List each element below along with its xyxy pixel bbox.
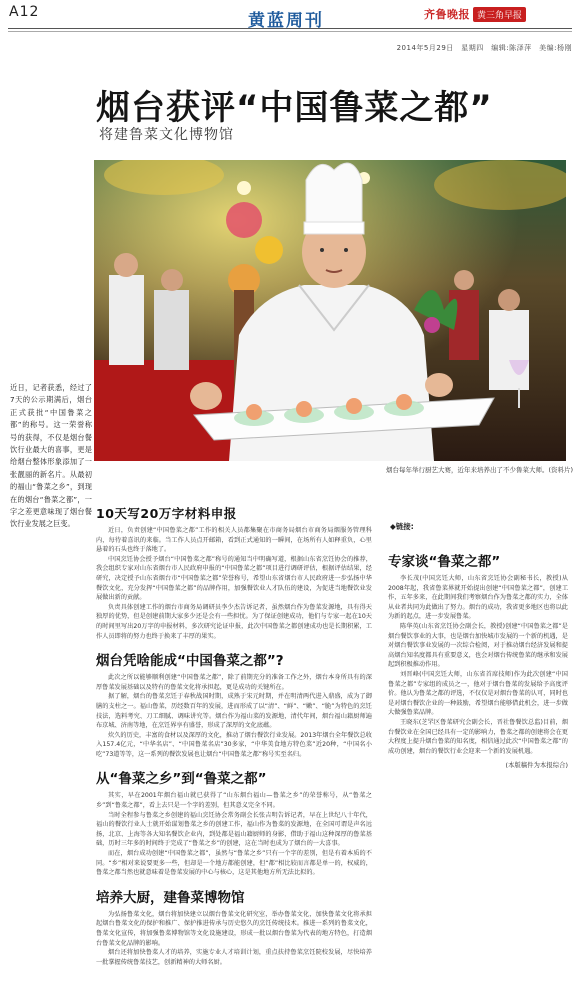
paragraph: 据了解，烟台的鲁菜烹饪于春秋战国时期，成熟于宋元时期，并在明清两代进入鼎盛，成为了御膳的支柱之一。福山鲁菜，历经数百年的发展，进而形成了以“清”、“鲜”、“嫩”、“脆”为特色的烹饪技法，选料考究、刀工细腻、调味讲究等。烟台作为福山菜的发源地，清代年间，烟台福山籍厨师遍布京城、济南等地，在烹饪界享有盛誉，形成了深厚的文化底蕴。 [96, 693, 372, 730]
paragraph: 其实，早在2001年烟台福山就已获得了“山东烟台福山—鲁菜之乡”的荣誉称号，从“鲁菜之乡”到“鲁菜之都”，看上去只是一个字的差别，但其意义完全不同。 [96, 792, 372, 810]
paragraph: 李长茂(中国烹饪大师，山东省烹饪协会副秘书长，教授)从2008年起，我省鲁菜界就开始提出创建“中国鲁菜之都”，创建工作，五年多来，在此期间我们考察烟台作为鲁菜之都的实力，全体从业者共同为此做出了努力。烟台的成功，我省更多地区也将以此为新的起点，进一步发展鲁菜。 [388, 575, 568, 621]
sidebar-article [388, 542, 568, 769]
source-note: (本版稿件为本报综合) [505, 761, 568, 770]
paragraph: 刘晋峰(中国烹饪大师，山东省首席技师)作为此次创建“中国鲁菜之都”专家组的成员之一，他对于烟台鲁菜的发展给予高度评价。他认为鲁菜之都的评选，不仅仅是对烟台鲁菜的认可，同时也是对烟台餐饮企业的一种鼓励，希望烟台能够借此机会，进一步做大做强鲁菜品牌。 [388, 670, 568, 717]
section-heading: 从“鲁菜之乡”到“鲁菜之都” [96, 771, 267, 788]
paragraph: 王晓东(芝罘区鲁菜研究会副会长，晋社鲁餐饮总监)目前，烟台餐饮业在全国已经具有一定的影响力，鲁菜之都的创建将会在更大程度上提升烟台鲁菜的知名度，相信通过此次“中国鲁菜之都”的成功创建，烟台的餐饮行业会迎来一个新的发展机遇。 [388, 718, 568, 755]
sidebar-title: 专家谈“鲁菜之都” [388, 554, 501, 570]
header-divider [8, 28, 572, 29]
page-number: A12 [9, 4, 40, 20]
header-divider-secondary [8, 31, 572, 32]
section-heading: 10天写20万字材料申报 [96, 506, 237, 521]
section-title: 黄蓝周刊 [248, 11, 324, 31]
photo-caption: 烟台每年举行厨艺大赛，近年来培养出了不少鲁菜大师。(资料片) [386, 466, 574, 474]
headline: 烟台获评“中国鲁菜之都” [96, 88, 493, 128]
logo-tag-text: 黄三角早报 [473, 7, 526, 22]
paragraph: 烟台还将加快鲁菜人才的培养，实施专业人才培训计划，重点扶持鲁菜烹饪院校发展，尽快培养一批掌握传统鲁菜技艺，创新精神的大师名厨。 [96, 949, 372, 966]
newspaper-logo [424, 6, 526, 22]
paragraph: 陈华英(山东省烹饪协会副会长，教授)创建“中国鲁菜之都”是烟台餐饮事业的大事，也是烟台加快城市发展的一个新的机遇，是对烟台餐饮事业发展的一次综合检阅，对于推动烟台经济发展和提高烟台知名度都具有重要意义，也会对烟台传统鲁菜的继承和发展起到积极推动作用。 [388, 622, 568, 669]
paragraph: 中国烹饪协会授予烟台“中国鲁菜之都”称号的通知当中明确写道，根据山东省烹饪协会的推荐，我会组织专家对山东省烟台市人民政府申报的“中国鲁菜之都”项目进行调研评估，根据评估结果，经研究，决定授予山东省烟台市“中国鲁菜之都”荣誉称号，希望山东省烟台市人民政府进一步弘扬中华餐饮文化，充分发挥“中国鲁菜之都”的品牌作用，加强餐饮业人才队伍的建设，为促进当地餐饮业发展做出新的贡献。 [96, 555, 372, 602]
paragraph: 而在，烟台成功创建“中国鲁菜之都”，虽然与“鲁菜之乡”只有一个字的差别，但是有着本质的不同。“乡”相对来说要更多一些，但却是一个地方都能创建，但“都”相比较而言都是单一的，权威的，鲁菜之都当然也就意味着是鲁菜发展的中心与核心，这是其他地方所无法比拟的。 [96, 850, 372, 877]
paragraph: 炊久的历史，丰富的食材以及深厚的文化，推动了烟台餐饮行业发展。2013年烟台全年餐饮总收入157.4亿元，“中华名店”、“中国鲁菜名店”30多家，“中华美食地方特色菜”近20种，“中国名小吃”73道等等，这一系列的餐饮发展也让烟台“中国鲁菜之都”称号实至名归。 [96, 731, 372, 758]
issue-meta: 2014年5月29日 星期四 编辑:陈泽萍 美编:杨刚 [396, 44, 572, 52]
paragraph: 此次之所以能够顺利创建“中国鲁菜之都”，除了前期充分的准备工作之外，烟台本身所具有的深厚鲁菜发展基础以及特有的鲁菜文化将承担起，更是成功的关键所在。 [96, 674, 372, 691]
links-label: ◆链接: [390, 522, 414, 531]
chef-photo-illustration [94, 160, 566, 461]
chef-photo [94, 160, 566, 461]
paragraph: 负责具体创建工作的烟台市商务局调研员李少杰告诉记者，虽然烟台作为鲁菜发源地，具有得天独厚的优势，但是创建前期大家多少还是会有一些担忧。为了保证创建成功，他们与专家一起在10天的时间里写出20万字的申报材料，多次研究论证申报，此次中国鲁菜之都创建成功也是长期积累，工作人员即将的努力也终于换来了丰厚的果实。 [96, 603, 372, 640]
paragraph: 近日，负责创建“中国鲁菜之都”工作的相关人员都集聚在市商务局烟台市商务局烟服务管理科内，每待着喜讯的来临。当工作人员点开邮箱，看到正式通知的一瞬间，在场所有人如释重负，心里悬着的石头也终于落地了。 [96, 527, 372, 554]
logo-main-text: 齐鲁晚报 [424, 8, 470, 21]
paragraph: 为弘扬鲁菜文化，烟台将加快建立以烟台鲁菜文化研究室，举办鲁菜文化，加快鲁菜文化将承担起烟台鲁菜文化的保护和推广、保护推进传承与历史悠久的烹饪传统技术。推进一系列的鲁菜文化，鲁菜文化宣传，将加强鲁菜博物馆等文化设施建设，形成一批以烟台鲁菜为代表的地方特色，打造烟台鲁菜文化品牌的影响。 [96, 910, 372, 947]
subheadline: 将建鲁菜文化博物馆 [99, 127, 234, 143]
main-article [96, 500, 372, 967]
paragraph: 当时全程参与鲁菜之乡创建的福山烹饪协会常务副会长张吉明告诉记者，早在上世纪八十年代，福山的餐饮行业人士就开始谋划鲁菜之乡的创建工作，福山作为鲁菜的发源地，在全国可谓是声名远扬，北京、上海等各大知名餐饮企业内，到处都是福山籍厨师的身影，借助于福山这种深厚的鲁菜基础，历时三年多的时间终于完成了“鲁菜之乡”的创建，这在当时也成为了烟台的一大喜事。 [96, 811, 372, 848]
section-heading: 培养大厨，建鲁菜博物馆 [96, 889, 245, 906]
lede-paragraph: 近日，记者获悉，经过了7天的公示期满后，烟台正式获批“中国鲁菜之都”的称号。这一荣誉称号的获得，不仅是烟台餐饮行业最大的喜事，更是给烟台整体形象添加了一张靓丽的新名片。从最初的福山“鲁菜之乡”，到现在的烟台“鲁菜之都”，一字之差更意味现了烟台餐饮行业发展之巨变。 [10, 383, 92, 529]
section-heading: 烟台凭啥能成“中国鲁菜之都”? [96, 653, 284, 670]
